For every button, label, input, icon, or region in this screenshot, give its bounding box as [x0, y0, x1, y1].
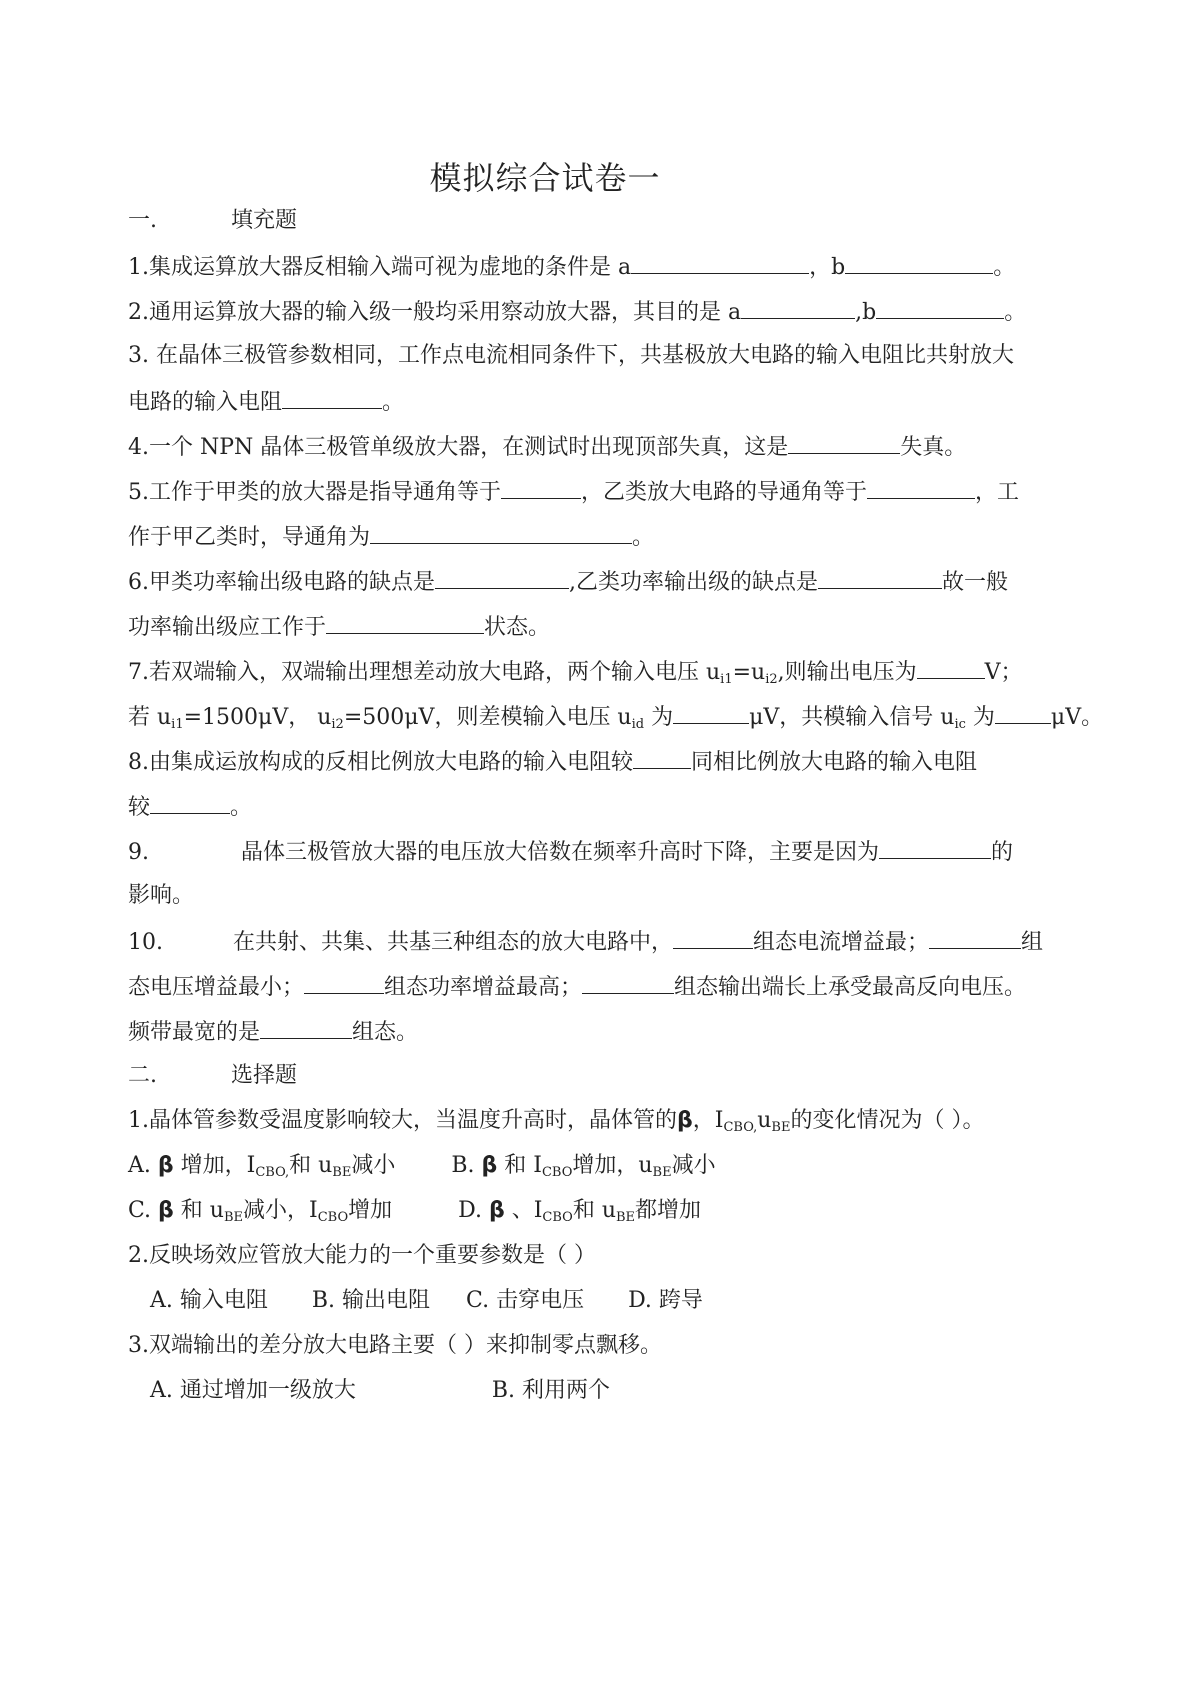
question-text: 3.双端输出的差分放大电路主要（ ）来抑制零点飘移。	[128, 1333, 662, 1358]
question-text: 组态功率增益最高；	[384, 975, 583, 1000]
choice-options-row	[128, 1196, 701, 1226]
section-name: 填充题	[231, 208, 298, 233]
answer-blank[interactable]	[845, 251, 993, 274]
answer-blank[interactable]	[631, 251, 809, 274]
subscript: BE	[332, 1165, 352, 1180]
question-text: 。	[632, 525, 655, 550]
option-text: 减小，I	[243, 1198, 318, 1223]
question-text: μV，共模输入信号 u	[749, 705, 955, 730]
question-text: 。	[1004, 300, 1027, 325]
option-text: 减小	[351, 1153, 396, 1178]
option-text: 都增加	[635, 1198, 702, 1223]
question-text: 8.由集成运放构成的反相比例放大电路的输入电阻较	[128, 750, 633, 775]
subscript: CBO,	[723, 1120, 758, 1135]
choice-question-1	[128, 1106, 984, 1136]
subscript: BE	[223, 1210, 243, 1225]
question-text: 2.通用运算放大器的输入级一般均采用察动放大器，其目的是 a	[128, 300, 742, 325]
subscript: CBO	[541, 1165, 573, 1180]
answer-blank[interactable]	[150, 791, 230, 814]
subscript: ic	[954, 717, 966, 732]
question-text: u	[757, 1108, 772, 1133]
question-text: 晶体三极管放大器的电压放大倍数在频率升高时下降，主要是因为	[241, 840, 880, 865]
answer-blank[interactable]	[633, 746, 691, 769]
option-text: 减小	[671, 1153, 716, 1178]
subscript: id	[631, 717, 645, 732]
question-text: 的变化情况为（ ）。	[790, 1108, 985, 1133]
option-a[interactable]: A. 通过增加一级放大	[150, 1378, 356, 1403]
question-text: 态电压增益最小；	[128, 975, 305, 1000]
question-9	[128, 836, 1013, 866]
answer-blank[interactable]	[370, 521, 632, 544]
question-7-cont	[128, 701, 1103, 731]
question-text: =1500μV， u	[183, 705, 332, 730]
answer-blank[interactable]	[741, 296, 855, 319]
question-text: 1.晶体管参数受温度影响较大，当温度升高时，晶体管的	[128, 1108, 677, 1133]
question-text: 组态。	[352, 1020, 419, 1045]
answer-blank[interactable]	[879, 836, 991, 859]
subscript: BE	[616, 1210, 636, 1225]
question-text: 为	[644, 705, 674, 730]
question-text: ，乙类放大电路的导通角等于	[581, 480, 868, 505]
question-4	[128, 431, 966, 461]
question-text: 失真。	[900, 435, 967, 460]
question-text: 2.反映场效应管放大能力的一个重要参数是（ ）	[128, 1243, 596, 1268]
answer-blank[interactable]	[582, 971, 674, 994]
question-number: 9.	[128, 840, 149, 865]
section-heading	[128, 206, 297, 236]
choice-options-row	[128, 1151, 716, 1181]
section-number: 一.	[128, 208, 157, 233]
option-b[interactable]: B. 利用两个	[491, 1378, 611, 1403]
question-1	[128, 251, 1015, 281]
question-8	[128, 746, 977, 776]
choice-question-3	[128, 1331, 662, 1361]
question-text: ，b	[809, 255, 846, 280]
question-text: 在共射、共集、共基三种组态的放大电路中，	[233, 930, 674, 955]
question-text: 。	[382, 390, 405, 415]
question-text: 的	[991, 840, 1014, 865]
option-label: A.	[128, 1153, 151, 1178]
question-2	[128, 296, 1026, 326]
beta-symbol: β	[158, 1198, 174, 1223]
subscript: BE	[771, 1120, 791, 1135]
option-label: D.	[458, 1198, 482, 1223]
question-5	[128, 476, 1019, 506]
question-text: 同相比例放大电路的输入电阻	[691, 750, 978, 775]
option-c[interactable]	[128, 1198, 392, 1223]
subscript: CBO,	[255, 1165, 290, 1180]
answer-blank[interactable]	[282, 386, 382, 409]
question-text: ,b	[855, 300, 877, 325]
question-text: 3. 在晶体三极管参数相同，工作点电流相同条件下，共基极放大电路的输入电阻比共射放大	[128, 343, 1014, 368]
question-text: 6.甲类功率输出级电路的缺点是	[128, 570, 435, 595]
option-text: 增加	[348, 1198, 393, 1223]
question-text: 频带最宽的是	[128, 1020, 261, 1045]
subscript: i2	[331, 717, 344, 732]
option-text: 增加，I	[173, 1153, 256, 1178]
option-b[interactable]: B. 输出电阻	[311, 1288, 431, 1313]
question-text: 为	[965, 705, 995, 730]
question-text: 。	[230, 795, 253, 820]
answer-blank[interactable]	[673, 926, 753, 949]
question-6-cont	[128, 611, 550, 641]
answer-blank[interactable]	[818, 566, 942, 589]
question-text: 组态电流增益最；	[753, 930, 930, 955]
question-text: =u	[732, 660, 766, 685]
question-text: 作于甲乙类时，导通角为	[128, 525, 371, 550]
option-b[interactable]	[451, 1153, 715, 1178]
option-text: 增加，u	[572, 1153, 653, 1178]
question-text: 较	[128, 795, 151, 820]
question-text: 5.工作于甲类的放大器是指导通角等于	[128, 480, 501, 505]
question-5-cont	[128, 521, 654, 551]
question-text: 故一般	[942, 570, 1009, 595]
subscript: CBO	[317, 1210, 349, 1225]
question-10-cont	[128, 971, 1026, 1001]
choice-options-row	[150, 1286, 703, 1316]
subscript: CBO	[542, 1210, 573, 1225]
subscript: i2	[765, 672, 778, 687]
question-text: ,乙类功率输出级的缺点是	[569, 570, 818, 595]
option-label: B.	[451, 1153, 475, 1178]
subscript: i1	[171, 717, 184, 732]
option-text: 和 u	[289, 1153, 333, 1178]
beta-symbol: β	[481, 1153, 498, 1178]
option-c[interactable]: C. 击穿电压	[466, 1288, 585, 1313]
option-a[interactable]: A. 输入电阻	[150, 1288, 268, 1313]
question-10-cont	[128, 1016, 418, 1046]
section-number: 二.	[128, 1063, 157, 1088]
question-text: 1.集成运算放大器反相输入端可视为虚地的条件是 a	[128, 255, 632, 280]
answer-blank[interactable]	[673, 701, 749, 724]
answer-blank[interactable]	[326, 611, 484, 634]
question-text: 。	[993, 255, 1016, 280]
answer-blank[interactable]	[435, 566, 569, 589]
question-text: μV。	[1050, 705, 1104, 730]
question-text: 组态输出端长上承受最高反向电压。	[674, 975, 1027, 1000]
answer-blank[interactable]	[876, 296, 1004, 319]
question-text: 7.若双端输入，双端输出理想差动放大电路，两个输入电压 u	[128, 660, 721, 685]
question-9-cont	[128, 881, 194, 911]
question-number: 10.	[128, 930, 163, 955]
answer-blank[interactable]	[260, 1016, 352, 1039]
option-text: 、I	[504, 1198, 543, 1223]
question-text: V；	[984, 660, 1023, 685]
question-10	[128, 926, 1043, 956]
question-text: 组	[1021, 930, 1044, 955]
question-text: 若 u	[128, 705, 172, 730]
page-title: 模拟综合试卷一	[429, 159, 661, 197]
question-text: ，I	[692, 1108, 724, 1133]
choice-options-row	[150, 1376, 610, 1406]
beta-symbol: β	[157, 1153, 174, 1178]
question-7	[128, 656, 1023, 686]
question-text: 电路的输入电阻	[128, 390, 283, 415]
subscript: i1	[720, 672, 733, 687]
question-8-cont	[128, 791, 252, 821]
answer-blank[interactable]	[788, 431, 900, 454]
option-d[interactable]: D. 跨导	[628, 1288, 703, 1313]
choice-question-2	[128, 1241, 596, 1271]
option-text: 和 u	[173, 1198, 224, 1223]
option-label: C.	[128, 1198, 152, 1223]
section-name: 选择题	[231, 1063, 298, 1088]
answer-blank[interactable]	[929, 926, 1021, 949]
question-text: 功率输出级应工作于	[128, 615, 327, 640]
option-d[interactable]	[458, 1198, 701, 1223]
answer-blank[interactable]	[867, 476, 975, 499]
question-text: 状态。	[484, 615, 551, 640]
subscript: BE	[652, 1165, 672, 1180]
question-6	[128, 566, 1008, 596]
question-text: 影响。	[128, 883, 195, 908]
question-text: =500μV，则差模输入电压 u	[343, 705, 632, 730]
question-text: ，工	[975, 480, 1020, 505]
answer-blank[interactable]	[995, 701, 1051, 724]
section-heading	[128, 1061, 297, 1091]
answer-blank[interactable]	[917, 656, 985, 679]
question-3	[128, 341, 1014, 371]
option-a[interactable]	[128, 1153, 395, 1178]
answer-blank[interactable]	[501, 476, 581, 499]
beta-symbol: β	[677, 1108, 693, 1133]
answer-blank[interactable]	[304, 971, 384, 994]
beta-symbol: β	[488, 1198, 505, 1223]
question-text: 4.一个 NPN 晶体三极管单级放大器，在测试时出现顶部失真，这是	[128, 435, 789, 460]
option-text: 和 u	[572, 1198, 616, 1223]
question-text: ,则输出电压为	[777, 660, 917, 685]
question-3-cont	[128, 386, 404, 416]
option-text: 和 I	[497, 1153, 542, 1178]
